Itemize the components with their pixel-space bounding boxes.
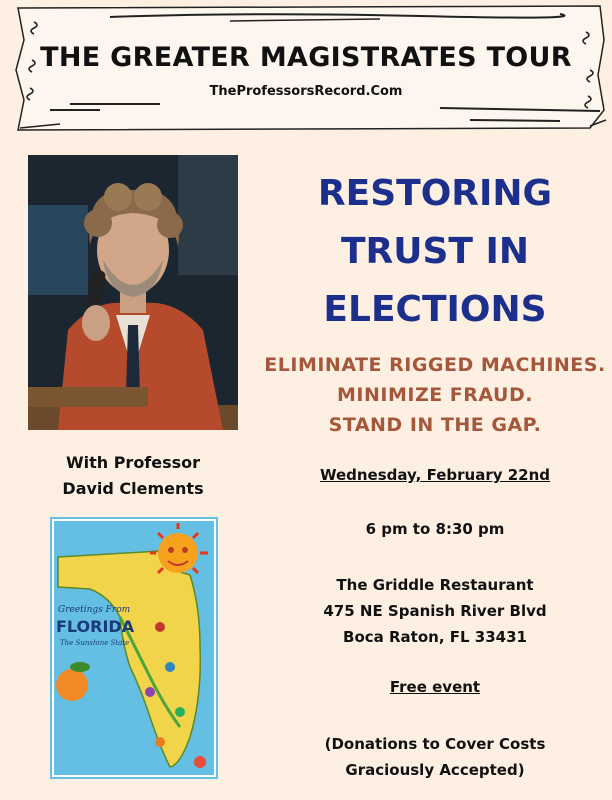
donation-line-1: (Donations to Cover Costs — [324, 735, 546, 753]
venue-address-line-2: Boca Raton, FL 33431 — [343, 628, 527, 646]
event-date-text: Wednesday, February 22nd — [319, 466, 551, 484]
event-date — [258, 466, 612, 484]
postcard-greeting: Greetings From — [58, 605, 131, 615]
event-price-text: Free event — [389, 678, 481, 696]
florida-postcard-image — [50, 517, 218, 779]
taglines — [258, 350, 612, 440]
tagline-2: MINIMIZE FRAUD. — [337, 384, 533, 406]
event-time: 6 pm to 8:30 pm — [365, 520, 505, 538]
postcard-nickname: The Sunshine State — [60, 639, 130, 647]
tagline-3: STAND IN THE GAP. — [328, 414, 542, 436]
event-price — [258, 678, 612, 696]
postcard-state: FLORIDA — [56, 617, 135, 636]
donation-line-2: Graciously Accepted) — [345, 761, 525, 779]
tagline-1: ELIMINATE RIGGED MACHINES. — [264, 354, 606, 376]
speaker-caption — [28, 450, 238, 502]
headline-line-2: TRUST IN — [340, 231, 530, 272]
donation-note — [258, 731, 612, 783]
headline-line-3: ELECTIONS — [323, 289, 547, 330]
tour-title: THE GREATER MAGISTRATES TOUR — [40, 42, 572, 73]
website-url: TheProfessorsRecord.Com — [209, 84, 403, 99]
speaker-name: David Clements — [62, 479, 204, 498]
event-headline — [258, 165, 612, 339]
venue-name: The Griddle Restaurant — [336, 576, 534, 594]
event-venue — [258, 572, 612, 650]
speaker-line-1: With Professor — [65, 453, 201, 472]
title-banner — [0, 0, 612, 140]
speaker-photo — [28, 155, 238, 430]
headline-line-1: RESTORING — [317, 173, 553, 214]
venue-address-line-1: 475 NE Spanish River Blvd — [323, 602, 547, 620]
